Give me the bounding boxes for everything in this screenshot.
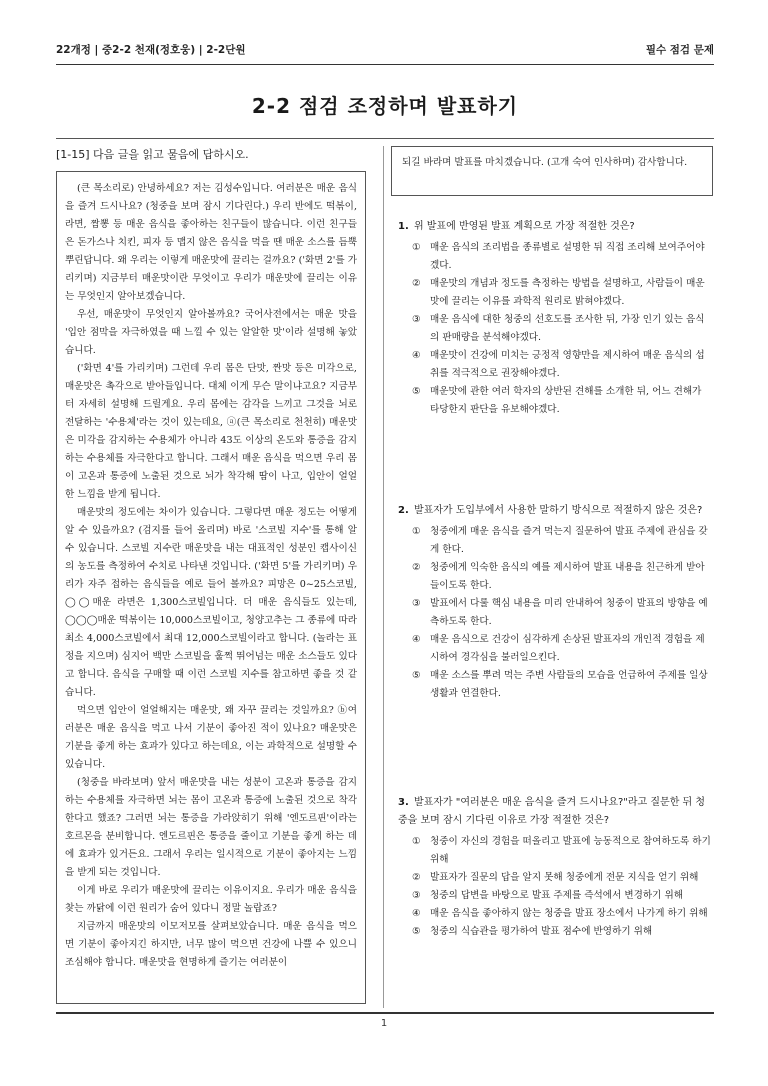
passage-paragraph: 먹으면 입안이 얼얼해지는 매운맛, 왜 자꾸 끌리는 것일까요? ⓑ여러분은 매운 음식을 먹고 나서 기분이 좋아진 적이 있나요? 매운맛은 기분을 좋게 하는 효과가 있다고 하는데요, 이는 과학적으로 설명할 수 있습니다.: [65, 705, 357, 770]
question-text: 발표자가 도입부에서 사용한 말하기 방식으로 적절하지 않은 것은?: [413, 505, 703, 516]
question-text: 위 발표에 반영된 발표 계획으로 가장 적절한 것은?: [413, 221, 635, 232]
passage-paragraph: 우선, 매운맛이 무엇인지 알아볼까요? 국어사전에서는 매운 맛을 '입안 점막을 자극하였을 때 느낄 수 있는 알알한 맛'이라 설명해 놓았습니다.: [65, 309, 357, 356]
page-title: 2-2 점검 조정하며 발표하기: [251, 94, 519, 118]
question-stem: [398, 794, 712, 830]
option-mark: ③: [412, 890, 421, 901]
option-mark: ①: [412, 526, 421, 537]
option[interactable]: [398, 887, 712, 905]
reading-passage: [56, 171, 366, 1004]
page-header: [56, 38, 714, 65]
option[interactable]: [398, 275, 712, 311]
option-mark: ⑤: [412, 670, 421, 681]
option-list: [398, 239, 712, 419]
option-text: 매운 음식에 대한 청중의 선호도를 조사한 뒤, 가장 인기 있는 음식의 판매량을 분석해야겠다.: [430, 314, 705, 343]
option-text: 매운맛에 관한 여러 학자의 상반된 견해를 소개한 뒤, 어느 견해가 타당한지 판단을 유보해야겠다.: [430, 386, 702, 415]
question-2: [398, 502, 712, 703]
option-mark: ②: [412, 872, 421, 883]
option-text: 청중이 자신의 경험을 떠올리고 발표에 능동적으로 참여하도록 하기 위해: [430, 836, 711, 865]
option-mark: ③: [412, 314, 421, 325]
option-text: 청중의 식습관을 평가하여 발표 점수에 반영하기 위해: [430, 926, 653, 937]
option-text: 매운 음식으로 건강이 심각하게 손상된 발표자의 개인적 경험을 제시하여 경각심을 불러일으킨다.: [430, 634, 705, 663]
title-block: [56, 82, 714, 139]
course-info: 22개정 | 중2-2 천재(정호웅) | 2-2단원: [56, 44, 246, 56]
option-mark: ②: [412, 562, 421, 573]
option-text: 청중에게 익숙한 음식의 예를 제시하여 발표 내용을 친근하게 받아들이도록 한다.: [430, 562, 705, 591]
option-text: 매운 소스를 뿌려 먹는 주변 사람들의 모습을 언급하여 주제를 일상생활과 연결한다.: [430, 670, 708, 699]
question-text: 발표자가 "여러분은 매운 음식을 즐겨 드시나요?"라고 질문한 뒤 청중을 보며 잠시 기다린 이유로 가장 적절한 것은?: [398, 797, 706, 826]
option-text: 매운 음식의 조리법을 종류별로 설명한 뒤 직접 조리해 보여주어야겠다.: [430, 242, 705, 271]
option-text: 매운 음식을 좋아하지 않는 청중을 발표 장소에서 나가게 하기 위해: [430, 908, 708, 919]
option[interactable]: [398, 667, 712, 703]
option[interactable]: [398, 559, 712, 595]
option-mark: ⑤: [412, 386, 421, 397]
option[interactable]: [398, 905, 712, 923]
column-divider: [383, 146, 384, 1008]
instruction: [1-15] 다음 글을 읽고 물음에 답하시오.: [56, 148, 249, 161]
passage-paragraph: 지금까지 매운맛의 이모저모를 살펴보았습니다. 매운 음식을 먹으면 기분이 좋아지긴 하지만, 너무 많이 먹으면 건강에 나쁠 수 있으니 조심해야 합니다. 매운맛을 현명하게 즐기는 여러분이: [65, 921, 357, 968]
option-mark: ①: [412, 242, 421, 253]
option-list: [398, 523, 712, 703]
question-number: 1.: [398, 221, 409, 232]
option-mark: ②: [412, 278, 421, 289]
option-text: 발표자가 질문의 답을 알지 못해 청중에게 전문 지식을 얻기 위해: [430, 872, 699, 883]
option[interactable]: [398, 311, 712, 347]
option-mark: ④: [412, 350, 421, 361]
option[interactable]: [398, 523, 712, 559]
option[interactable]: [398, 239, 712, 275]
worksheet-type: 필수 점검 문제: [645, 44, 714, 56]
option-text: 청중의 답변을 바탕으로 발표 주제를 즉석에서 변경하기 위해: [430, 890, 684, 901]
passage-paragraph: 매운맛의 정도에는 차이가 있습니다. 그렇다면 매운 정도는 어떻게 알 수 있을까요? (검지를 들어 올리며) 바로 '스코빌 지수'를 통해 알 수 있습니다. 스코빌 지수란 매운맛을 내는 대표적인 성분인 캡사이신의 농도를 측정하여 수치로 나타낸 것입니다. ('화면 5'를 가리키며) 우리가 자주 접하는 음식들을 예로 들어 볼까요? 피망은 0~25스코빌, ◯◯매운 라면은 1,300스코빌입니다. 더 매운 음식들도 있는데, ◯◯◯매운 떡볶이는 10,000스코빌이고, 청양고추는 그 종류에 따라 최소 4,000스코빌에서 최대 12,000스코빌이라고 합니다. (놀라는 표정을 지으며) 심지어 백만 스코빌을 훌쩍 뛰어넘는 매운 소스들도 있다고 합니다. 음식을 구매할 때 이런 스코빌 지수를 참고하면 좋을 것 같습니다.: [65, 507, 357, 698]
option[interactable]: [398, 923, 712, 941]
passage-paragraph: ('화면 4'를 가리키며) 그런데 우리 몸은 단맛, 짠맛 등은 미각으로, 매운맛은 촉각으로 받아들입니다. 대체 이게 무슨 말이냐고요? 지금부터 자세히 설명해 드릴게요. 우리 몸에는 감각을 느끼고 그것을 뇌로 전달하는 '수용체'라는 것이 있는데요, ⓐ(큰 목소리로 천천히) 매운맛은 미각을 감지하는 수용체가 아니라 43도 이상의 온도와 통증을 감지하는 수용체를 자극한다고 합니다. 그래서 매운 음식을 먹으면 우리 몸이 고온과 통증에 노출된 것으로 뇌가 착각해 땀이 나고, 입안이 얼얼한 느낌을 받게 됩니다.: [65, 363, 357, 500]
passage-paragraph: (큰 목소리로) 안녕하세요? 저는 김성수입니다. 여러분은 매운 음식을 즐겨 드시나요? (청중을 보며 잠시 기다린다.) 우리 반에도 떡볶이, 라면, 짬뽕 등 매운 음식을 좋아하는 친구들이 많습니다. 이런 친구들은 돈가스나 치킨, 피자 등 맵지 않은 음식을 먹을 땐 매운 소스를 듬뿍 뿌린답니다. 왜 우리는 이렇게 매운맛에 끌리는 걸까요? ('화면 2'를 가리키며) 지금부터 매운맛이란 무엇이고 우리가 매운맛에 끌리는 이유는 무엇인지 알아보겠습니다.: [65, 183, 357, 302]
option[interactable]: [398, 631, 712, 667]
option-mark: ①: [412, 836, 421, 847]
question-3: [398, 794, 712, 941]
option[interactable]: [398, 347, 712, 383]
option[interactable]: [398, 595, 712, 631]
passage-paragraph: (청중을 바라보며) 앞서 매운맛을 내는 성분이 고온과 통증을 감지하는 수용체를 자극하면 뇌는 몸이 고온과 통증에 노출된 것으로 착각한다고 했죠? 그러면 뇌는 통증을 가라앉히기 위해 '엔도르핀'이라는 호르몬을 분비합니다. 엔도르핀은 통증을 줄이고 기분을 좋게 하는 데에 효과가 있거든요. 그래서 우리는 일시적으로 기분이 좋아지는 느낌을 받게 되는 것입니다.: [65, 777, 357, 878]
footer-rule: [56, 1012, 714, 1014]
page-number: 1: [380, 1018, 388, 1029]
option-mark: ⑤: [412, 926, 421, 937]
option-mark: ④: [412, 908, 421, 919]
question-1: [398, 218, 712, 419]
question-number: 2.: [398, 505, 409, 516]
option[interactable]: [398, 869, 712, 887]
option[interactable]: [398, 383, 712, 419]
option-text: 발표에서 다룰 핵심 내용을 미리 안내하여 청중이 발표의 방향을 예측하도록 한다.: [430, 598, 708, 627]
option-mark: ④: [412, 634, 421, 645]
passage-paragraph: 이게 바로 우리가 매운맛에 끌리는 이유이지요. 우리가 매운 음식을 찾는 까닭에 이런 원리가 숨어 있다니 정말 놀랍죠?: [65, 885, 357, 914]
passage-continuation: 되길 바라며 발표를 마치겠습니다. (고개 숙여 인사하며) 감사합니다.: [391, 146, 713, 196]
option-text: 매운맛의 개념과 정도를 측정하는 방법을 설명하고, 사람들이 매운맛에 끌리는 이유를 과학적 원리로 밝혀야겠다.: [430, 278, 705, 307]
option-mark: ③: [412, 598, 421, 609]
question-number: 3.: [398, 797, 409, 808]
option-text: 매운맛이 건강에 미치는 긍정적 영향만을 제시하여 매운 음식의 섭취를 적극적으로 권장해야겠다.: [430, 350, 705, 379]
question-stem: [398, 502, 712, 520]
option-list: [398, 833, 712, 941]
option[interactable]: [398, 833, 712, 869]
option-text: 청중에게 매운 음식을 즐겨 먹는지 질문하여 발표 주제에 관심을 갖게 한다.: [430, 526, 708, 555]
question-stem: [398, 218, 712, 236]
